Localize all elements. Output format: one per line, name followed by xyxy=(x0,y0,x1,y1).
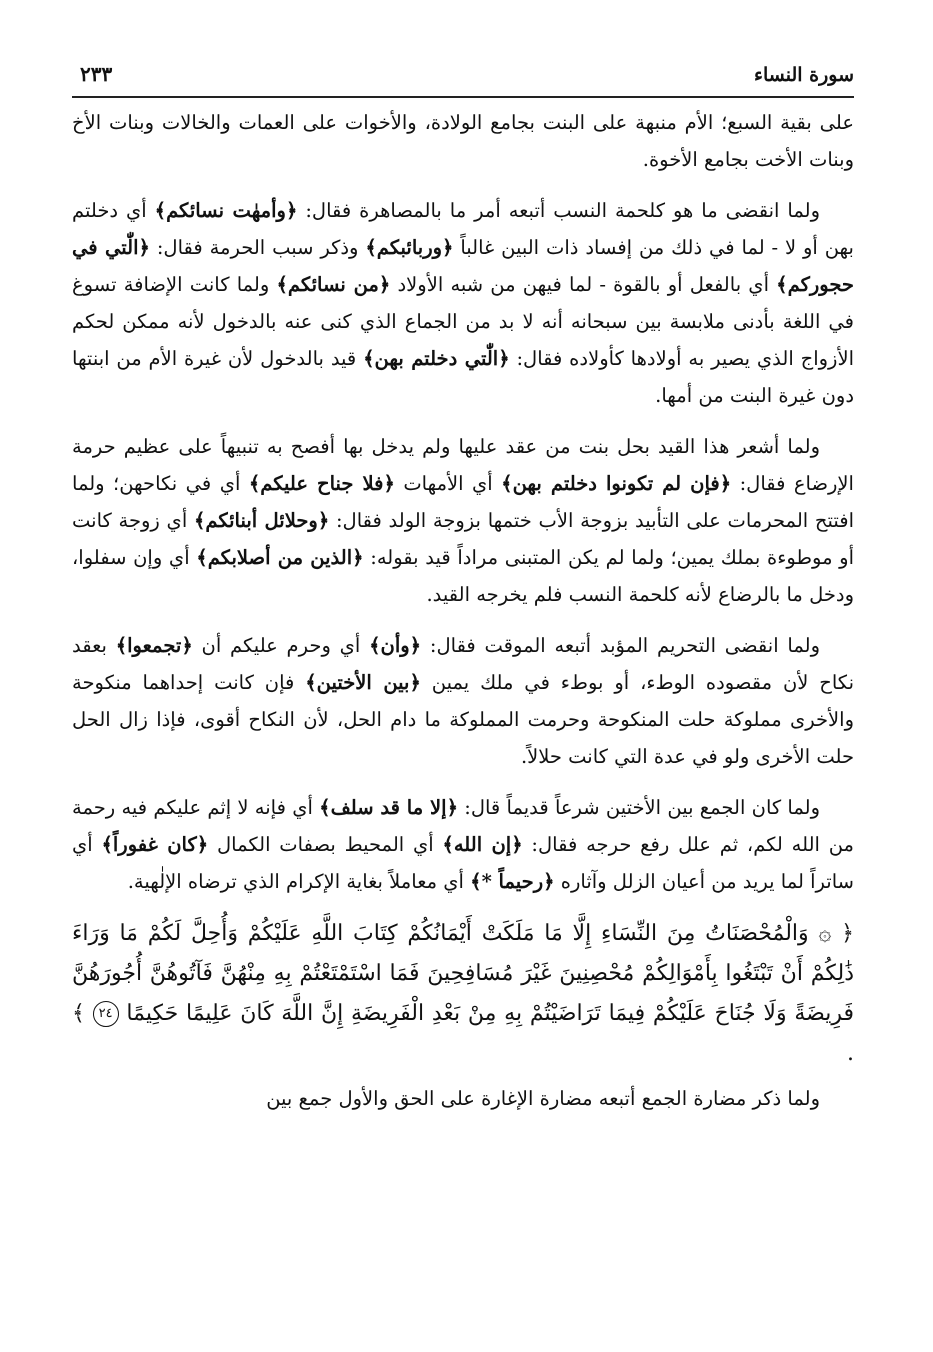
quran-quote: ﴿فإن لم تكونوا دخلتم بهن﴾ xyxy=(501,472,732,495)
commentary-paragraph xyxy=(72,428,854,613)
quran-quote: ﴿وربائبكم﴾ xyxy=(365,236,454,259)
paragraph-text: أي وحرم عليكم أن xyxy=(192,634,370,657)
paragraph-text: على بقية السبع؛ الأم منبهة على البنت بجامع الولادة، والأخوات على العمات والخالات وبنات الأخ وبنات الأخت بجامع الأخوة. xyxy=(72,111,854,171)
paragraph-text: ولما كان الجمع بين الأختين شرعاً قديماً قال: xyxy=(458,796,820,819)
commentary-paragraph xyxy=(72,192,854,414)
quran-quote: ﴿إن الله﴾ xyxy=(442,833,523,856)
paragraph-text: أي فإنه لا إثم عليكم فيه رحمة من الله لكم، ثم علل رفع حرجه فقال: xyxy=(72,796,854,856)
paragraph-text: ولما انقضى ما هو كلحمة النسب أتبعه أمر ما بالمصاهرة فقال: xyxy=(297,199,821,222)
paragraph-text: بعقد نكاح لأن مقصوده الوطء، أو بوطء في ملك يمين xyxy=(72,634,854,694)
quran-quote: ﴿الّٰتي في حجوركم﴾ xyxy=(72,236,854,296)
quran-quote: ﴿إلا ما قد سلف﴾ xyxy=(319,796,458,819)
paragraph-text: ولما كانت الإضافة تسوغ في اللغة بأدنى ملابسة بين سبحانه أنه لا بد من الجماع الذي كنى عنه بالدخول لأنه ممكن لحكم الأزواج الذي يصير به أولادها كأولاده فقال: xyxy=(72,273,854,370)
paragraph-text: أي زوجة كانت أو موطوءة بملك يمين؛ ولما لم يكن المتبنى مراداً قيد بقوله: xyxy=(72,509,855,569)
paragraph-text: أي ساتراً لما يريد من أعيان الزلل وآثاره xyxy=(72,833,854,893)
quran-quote: ﴿كان غفوراً﴾ xyxy=(101,833,209,856)
paragraph-text: أي الأمهات xyxy=(394,472,502,495)
quran-quote: ﴿رحيماً *﴾ xyxy=(470,870,555,893)
paragraph-text: قيد بالدخول لأن غيرة الأم من ابنتها دون غيرة البنت من أمها. xyxy=(72,347,854,407)
commentary-paragraph xyxy=(72,104,854,178)
page-number: ٢٣٣ xyxy=(80,62,113,86)
verse-closing: ﴾ . xyxy=(72,1001,854,1066)
commentary-paragraph xyxy=(72,789,854,900)
quran-quote: ﴿من نسائكم﴾ xyxy=(276,273,391,296)
paragraph-text: أي في نكاحهن؛ ولما افتتح المحرمات على التأبيد بزوجة الأب ختمها بزوجة الولد فقال: xyxy=(72,472,854,532)
verse-text: ﴿ ۞ وَالْمُحْصَنَاتُ مِنَ النِّسَاءِ إِلَّا مَا مَلَكَتْ أَيْمَانُكُمْ كِتَابَ اللَّهِ عَلَيْكُمْ وَأُحِلَّ لَكُمْ مَا وَرَاءَ ذَٰلِكُمْ أَنْ تَبْتَغُوا بِأَمْوَالِكُمْ مُحْصِنِينَ غَيْرَ مُسَافِحِينَ فَمَا اسْتَمْتَعْتُمْ بِهِ مِنْهُنَّ فَآتُوهُنَّ أُجُورَهُنَّ فَرِيضَةً وَلَا جُنَاحَ عَلَيْكُمْ فِيمَا تَرَاضَيْتُمْ بِهِ مِنْ بَعْدِ الْفَرِيضَةِ إِنَّ اللَّهَ كَانَ عَلِيمًا حَكِيمًا xyxy=(72,921,854,1026)
quran-verse xyxy=(72,914,854,1074)
paragraph-text: وذكر سبب الحرمة فقال: xyxy=(149,236,366,259)
quran-quote: ﴿وأمهٰت نسائكم﴾ xyxy=(154,199,298,222)
paragraph-text: أي المحيط بصفات الكمال xyxy=(208,833,443,856)
paragraph-text: ولما أشعر هذا القيد بحل بنت من عقد عليها ولم يدخل بها أفصح به تنبيهاً على عظيم حرمة الإرضاع فقال: xyxy=(72,435,854,495)
commentary-paragraph xyxy=(72,627,854,775)
quran-quote: ﴿وحلائل أبنائكم﴾ xyxy=(193,509,330,532)
paragraph-text: فإن كانت إحداهما منكوحة والأخرى مملوكة حلت المنكوحة وحرمت المملوكة ما دام الحل، لأن النكاح أقوى، فإذا زال الحل حلت الأخرى ولو في عدة التي كانت حلالاً. xyxy=(72,671,854,768)
paragraph-text: أي معاملاً بغاية الإكرام الذي ترضاه الإلٰهية. xyxy=(127,870,471,893)
paragraph-text: ولما انقضى التحريم المؤبد أتبعه الموقت فقال: xyxy=(421,634,820,657)
quran-quote: ﴿فلا جناح عليكم﴾ xyxy=(248,472,395,495)
quran-quote: ﴿الّٰتي دخلتم بهن﴾ xyxy=(363,347,510,370)
surah-name: سورة النساء xyxy=(754,64,854,86)
quran-quote: ﴿تجمعوا﴾ xyxy=(115,634,193,657)
ayah-number-marker: ٢٤ xyxy=(93,1001,119,1027)
commentary-paragraphs xyxy=(72,104,854,900)
paragraph-text: أي بالفعل أو بالقوة - لما فيهن من شبه الأولاد xyxy=(390,273,777,296)
quran-quote: ﴿وأن﴾ xyxy=(369,634,422,657)
last-line: ولما ذكر مضارة الجمع أتبعه مضارة الإغارة على الحق والأول جمع بين xyxy=(266,1087,820,1110)
paragraph-text: أي دخلتم بهن أو لا - لما في ذلك من إفساد ذات البين غالباً xyxy=(72,199,854,259)
quran-quote: ﴿الذين من أصلابكم﴾ xyxy=(196,546,364,569)
paragraph-text: أي وإن سفلوا، ودخل ما بالرضاع لأنه كلحمة النسب فلم يخرجه القيد. xyxy=(72,546,854,606)
page-body xyxy=(72,104,854,1131)
quran-quote: ﴿بين الأختين﴾ xyxy=(305,671,421,694)
page-header xyxy=(72,56,854,98)
